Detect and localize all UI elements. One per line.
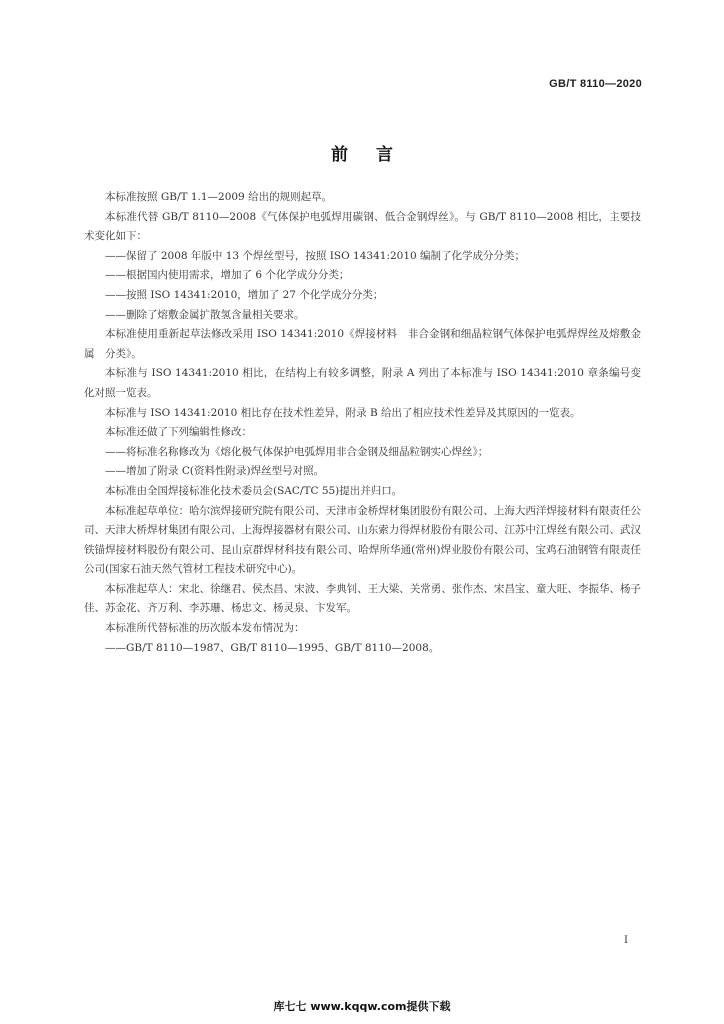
paragraph-annex-a: 本标准与 ISO 14341:2010 相比，在结构上有较多调整，附录 A 列出了本标准与 ISO 14341:2010 章条编号变化对照一览表。	[84, 367, 641, 399]
foreword-body	[84, 188, 641, 658]
paragraph-committee: 本标准由全国焊接标准化技术委员会(SAC/TC 55)提出并归口。	[105, 484, 403, 497]
page-number: I	[624, 935, 628, 946]
download-credit: 库七七 www.kqqw.com提供下载	[273, 1000, 451, 1013]
paragraph-editorial: 本标准还做了下列编辑性修改：	[105, 426, 252, 439]
standard-code: GB/T 8110—2020	[549, 78, 642, 90]
paragraph-annex-b: 本标准与 ISO 14341:2010 相比存在技术性差异，附录 B 给出了相应技术性差异及其原因的一览表。	[105, 406, 581, 419]
change-item: ——保留了 2008 年版中 13 个焊丝型号，按照 ISO 14341:2010 编制了化学成分分类；	[105, 249, 526, 262]
editorial-item: ——将标准名称修改为《熔化极气体保护电弧焊用非合金钢及细晶粒钢实心焊丝》；	[105, 445, 489, 458]
paragraph-drafters: 本标准起草人：宋北、徐继君、侯杰昌、宋波、李典钊、王大梁、关常勇、张作杰、宋昌宝、童大旺、李振华、杨子佳、苏金花、齐万利、李苏珊、杨忠文、杨灵泉、卞发军。	[84, 582, 641, 615]
change-item: ——按照 ISO 14341:2010，增加了 27 个化学成分分类；	[105, 288, 384, 301]
paragraph-adoption: 本标准使用重新起草法修改采用 ISO 14341:2010《焊接材料 非合金钢和细晶粒钢气体保护电弧焊焊丝及熔敷金属 分类》。	[84, 328, 641, 360]
paragraph-drafting-rules: 本标准按照 GB/T 1.1—2009 给出的规则起草。	[105, 191, 333, 203]
editorial-item: ——增加了附录 C(资料性附录)焊丝型号对照。	[105, 465, 325, 478]
page-title: 前言	[331, 145, 421, 165]
paragraph-replaces: 本标准代替 GB/T 8110—2008《气体保护电弧焊用碳钢、低合金钢焊丝》。与 GB/T 8110—2008 相比，主要技术变化如下：	[84, 210, 641, 243]
change-item: ——根据国内使用需求，增加了 6 个化学成分分类；	[105, 269, 350, 282]
paragraph-history: 本标准所代替标准的历次版本发布情况为：	[105, 622, 305, 635]
history-item: ——GB/T 8110—1987、GB/T 8110—1995、GB/T 8110—2008。	[105, 641, 440, 654]
change-item: ——删除了熔敷金属扩散氢含量相关要求。	[105, 308, 305, 321]
paragraph-drafting-units: 本标准起草单位：哈尔滨焊接研究院有限公司、天津市金桥焊材集团股份有限公司、上海大西洋焊接材料有限责任公司、天津大桥焊材集团有限公司、上海焊接器材有限公司、山东索力得焊材股份有限公司、江苏中江焊丝有限公司、武汉铁锚焊接材料股份有限公司、昆山京群焊材科技有限公司、哈焊所华通(常州)焊业股份有限公司、宝鸡石油钢管有限责任公司(国家石油天然气管材工程技术研究中心)。	[84, 504, 641, 576]
